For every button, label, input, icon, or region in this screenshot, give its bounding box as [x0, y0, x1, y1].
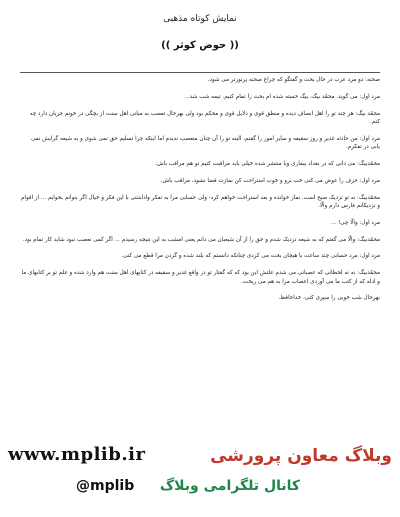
document-body [20, 76, 380, 311]
paragraph: مرد اول: والّا چی! ... [330, 219, 380, 226]
document-subtitle: (( حوض کوثر )) [161, 40, 239, 51]
paragraph: مرد اول: من حادثه غدیر و روز سقیفه و سایر امور را گفتم، البته تو را آن چنان متعصب ندیدم اما اینکه چرا تسلیم حق نمی شوی و به شیعه گرایش نمی یابی در تفکرم. [30, 135, 380, 151]
paragraph: محمّدبیگ: می دانی که در بغداد بیماری وبا منتشر شده خیلی باید مراقبت کنیم تو هم مراقب باش. [155, 161, 380, 167]
paragraph: مرد اول: مرد حسابی چند ساعت با هیجان بحث می کردی چنانکه دانستم که بلند شده و گردن مرا قطع می کنی. [121, 253, 380, 260]
paragraph: محمّدبیگ: نه تو نزدیک صبح است. نماز خوانده و بعد استراحت خواهم کرد- ولی حسابی مرا به تفکر واداشتی با این فکر و خیال اگر بتوانم بخوابم ... از اقوام و نزدیکانم فارس دارم والّا. [20, 194, 380, 209]
paragraph: محمّدبیگ: والّا می گفتم که به شیعه نزدیک شدم و حق را از آن شیعیان می دانم یعنی امشب به این نتیجه رسیدم ... اگر کمی تعصب نبود شاید کار تمام بود. [22, 236, 380, 243]
watermark-brand: وبلاگ معاون پرورشی [210, 446, 392, 466]
paragraph: بهرحال شب خوبی را سپری کنی، خداحافظ. [278, 295, 380, 302]
watermark-channel: کانال تلگرامی وبلاگ [159, 478, 300, 494]
paragraph: مرد اول: حرف را عوض می کنی خب برو و خوب استراحت کن نمازت قضا نشود، مراقب باش. [160, 177, 380, 184]
document-title: نمایش کوتاه مذهبی [163, 14, 237, 24]
watermark-site-url: www.mplib.ir [8, 444, 146, 465]
paragraph: مرد اول: می گوید. محمّد بیگ، بیگ خسته شده ام بحث را تمام کنیم. تیمه شب شد... [184, 93, 380, 100]
watermark-handle: @mplib [76, 478, 135, 494]
paragraph: صحنه: دو مرد عرب در حال بحث و گفتگو که چراغ صحنه پرنورتر می شود. [207, 77, 380, 83]
title-divider [20, 72, 380, 73]
paragraph: محمّد بیگ: هر چند تو را اهل انصاف دیده و منطق قوی و دلایل قوی و محکم بود ولی بهرحال تعصب به مبانی اهل سنت از بچگی در خونم جریان دارد چه کنم. [29, 110, 380, 125]
paragraph: محمّدبیگ: نه نه لحظاتی که عصبانی می شدم علتش این بود که که گفتار تو در واقع غدیر و سقیفه در کتابهای اهل سنت هم وارد شده و علم تو بر کتابهای ما و ادله که از کتب ما می آوردی اعصاب مرا به هم می ریخت. [21, 270, 380, 285]
